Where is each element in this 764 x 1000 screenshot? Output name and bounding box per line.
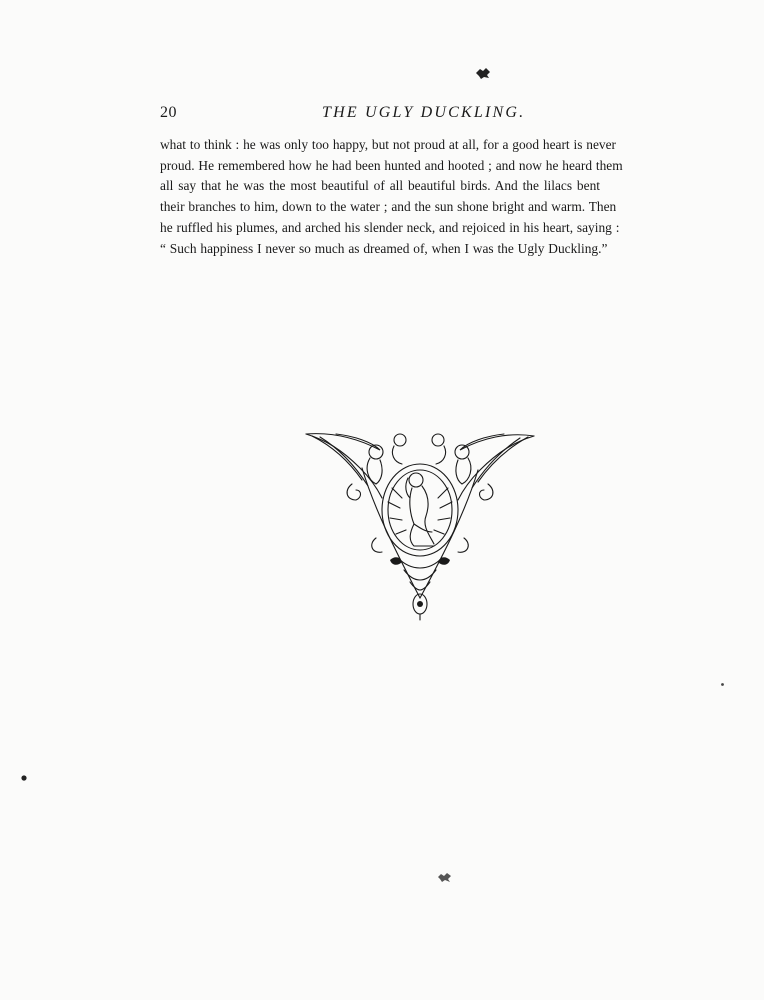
text-line: he ruffled his plumes, and arched his slender neck, and rejoiced in his heart, saying : — [160, 219, 620, 235]
running-title: THE UGLY DUCKLING. — [322, 104, 526, 121]
ink-speck-top-icon — [474, 66, 492, 80]
text-line: their branches to him, down to the water ; and the sun shone bright and warm. Then — [160, 199, 617, 215]
text-line: what to think : he was only too happy, but not proud at all, for a good heart is never — [160, 137, 617, 152]
ink-speck-right-icon — [720, 682, 725, 687]
text-line: all say that he was the most beautiful of all beautiful birds. And the lilacs bent — [160, 178, 600, 194]
ink-speck-bottom-icon — [436, 870, 454, 884]
text-line: proud. He remembered how he had been hunted and hooted ; and now he heard them — [160, 157, 623, 173]
page-number: 20 — [160, 104, 177, 121]
text-line: “ Such happiness I never so much as dreamed of, when I was the Ugly Duckling.” — [160, 240, 608, 256]
ink-speck-left-icon — [20, 774, 28, 782]
body-paragraph — [160, 135, 623, 259]
engraved-tailpiece-vignette-icon — [302, 428, 538, 622]
